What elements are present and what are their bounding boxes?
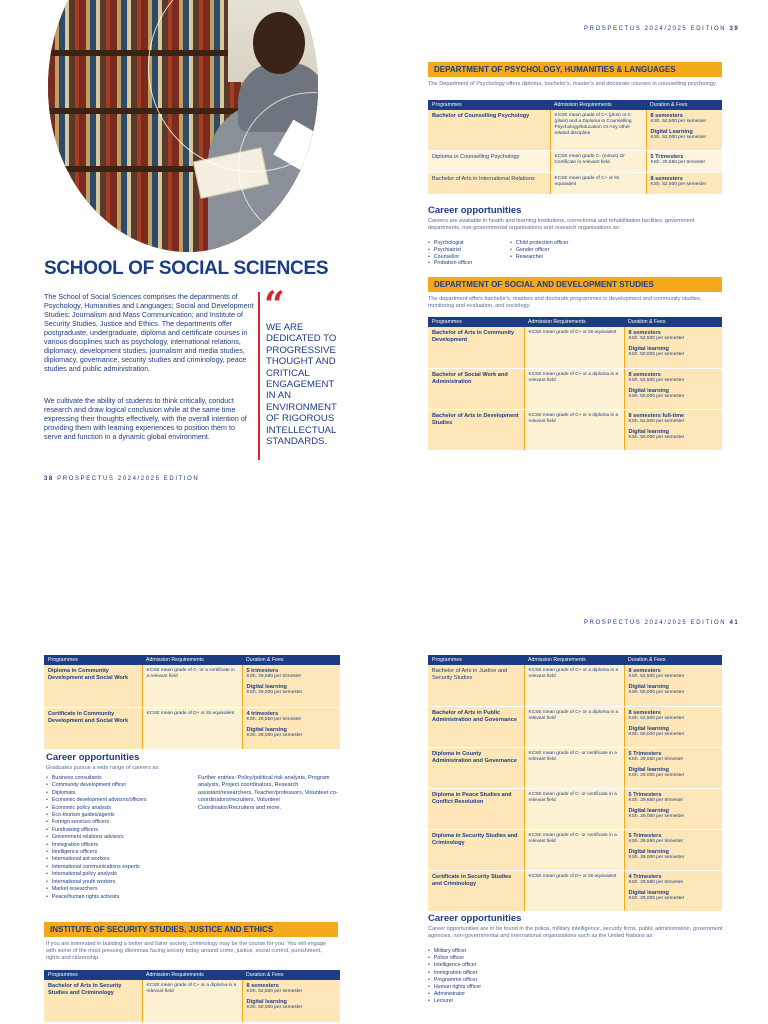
- career-list: [428, 948, 588, 1006]
- admission-req: KCSE mean grade of C- or a certificate in a relevant field: [142, 665, 242, 707]
- programme-name: Diploma in County Administration and Governance: [428, 747, 524, 788]
- col-header: Admission Requirements: [142, 655, 242, 665]
- page-number: 41: [729, 620, 740, 626]
- col-header: Admission Requirements: [524, 317, 624, 327]
- col-header: Admission Requirements: [524, 655, 624, 665]
- table-row: [428, 172, 722, 194]
- quote-divider: [258, 292, 260, 460]
- school-intro-paragraph: The School of Social Sciences comprises the departments of Psychology, Humanities and Languages; Social and Development Studies; Journalism and Mass Communication; and Institute of Security Studies, Justice and Ethics. The departments offer postgraduate, undergraduate, diploma and certificate courses in various disciplines such as psychology, international relations, diplomacy, development studies, journalism and media studies, diplomacy, governance, security studies and criminology, peace studies and public administration.: [44, 292, 254, 373]
- list-item: • Government relations advisors: [46, 834, 196, 841]
- programme-name: Bachelor of Arts in International Relations: [428, 172, 550, 194]
- career-heading: Career opportunities: [428, 913, 522, 924]
- table-row: [428, 788, 722, 829]
- table-row: [428, 706, 722, 747]
- table-row: [428, 110, 722, 150]
- list-item: • International youth workers: [46, 879, 196, 886]
- career-intro: Careers are available in health and learning institutions, correctional and rehabilitation facilities, government departments, non-governmental organisations and research organisations as:: [428, 218, 695, 231]
- col-header: Duration & Fees: [646, 100, 722, 110]
- career-intro: Graduates pursue a wide range of careers as:: [46, 765, 160, 771]
- admission-req: KCSE mean grade of C- or certificate in a relevant field: [524, 788, 624, 829]
- duration-fees: 8 semesters KSh. 52,500 per semester Digital learning KSh. 50,000 per semester: [624, 706, 722, 747]
- pull-quote: WE ARE DEDICATED TO PROGRESSIVE THOUGHT AND CRITICAL ENGAGEMENT IN AN ENVIRONMENT OF RIGOROUS INTELLECTUAL STANDARDS.: [266, 322, 337, 448]
- table-row: [428, 870, 722, 911]
- page-38: [0, 0, 384, 512]
- programmes-table-community: [44, 655, 340, 750]
- list-item: • Fundraising officers: [46, 827, 196, 834]
- list-item: • Administrator: [428, 991, 588, 998]
- programme-name: Bachelor of Arts in Public Administration and Governance: [428, 706, 524, 747]
- dept-intro-psychology: The Department of Psychology offers diploma, bachelor's, master's and doctorate courses in counselling psychology.: [428, 81, 717, 87]
- programme-name: Certificate in Community Development and Social Work: [44, 707, 142, 749]
- programmes-table-security: [428, 655, 722, 912]
- dept-intro-institute: If you are interested in building a better and fairer society, criminology may be the course for you. You will engage with some of the most pressing dilemmas facing society today around crime, justice, social control, punishment, rights and citizenship.: [46, 941, 327, 961]
- duration-fees: 8 semesters KSh. 52,500 per semester Digital learning KSh. 50,000 per semester: [242, 980, 340, 1022]
- list-item: • Economic policy analysts: [46, 805, 196, 812]
- table-row: [428, 327, 722, 368]
- programme-name: Certificate in Security Studies and Criminology: [428, 870, 524, 911]
- list-item: • International policy analysts: [46, 871, 196, 878]
- admission-req: KCSE mean grade C- (minus) Or Certificate in relevant field: [550, 150, 646, 172]
- admission-req: KCSE mean grade of C+ or a diploma in a relevant field: [524, 409, 624, 450]
- dept-heading-social: DEPARTMENT OF SOCIAL AND DEVELOPMENT STUDIES: [428, 277, 722, 292]
- list-item: • Lecturer: [428, 998, 588, 1005]
- col-header: Duration & Fees: [624, 655, 722, 665]
- programme-name: Bachelor of Arts in Security Studies and Criminology: [44, 980, 142, 1022]
- programme-name: Diploma in Counselling Psychology: [428, 150, 550, 172]
- dept-intro-social: The department offers bachelor's, masters and doctorate programmes in development and community studies, monitoring and evaluation, and sociology.: [428, 296, 702, 309]
- list-item: • Probation officer: [428, 260, 508, 267]
- col-header: Admission Requirements: [550, 100, 646, 110]
- duration-fees: 5 Trimesters KSh. 29,550 per trimester Digital learning KSh. 29,000 per semester: [624, 829, 722, 870]
- table-row: [44, 980, 340, 1022]
- programme-name: Diploma in Security Studies and Criminology: [428, 829, 524, 870]
- career-intro: Career opportunities are to be found in the police, military intelligence, security firms, public administration, government agencies, non-governmental and international organisations such as the United Nations as:: [428, 926, 723, 939]
- list-item: • Business consultants: [46, 775, 196, 782]
- programme-name: Diploma in Peace Studies and Conflict Resolution: [428, 788, 524, 829]
- table-row: [428, 747, 722, 788]
- duration-fees: 4 trimesters KSh. 29,550 per trimester Digital learning KSh. 29,000 per semester: [242, 707, 340, 749]
- admission-req: KCSE mean grade of C- or certificate in a relevant field: [524, 747, 624, 788]
- list-item: • Eco-tourism guides/agents: [46, 812, 196, 819]
- table-row: [44, 665, 340, 707]
- list-item: • International aid workers: [46, 856, 196, 863]
- edition-label: PROSPECTUS 2024/2025 EDITION: [584, 26, 727, 32]
- dept-heading-psychology: DEPARTMENT OF PSYCHOLOGY, HUMANITIES & LANGUAGES: [428, 62, 722, 77]
- list-item: • Child protection officer: [510, 240, 630, 247]
- table-row: [428, 409, 722, 450]
- dept-heading-institute: INSTITUTE OF SECURITY STUDIES, JUSTICE AND ETHICS: [44, 922, 338, 937]
- career-list-col1: [428, 240, 508, 267]
- list-item: • Market researchers: [46, 886, 196, 893]
- table-row: [428, 150, 722, 172]
- admission-req: KCSE mean grade of C+ or a diploma in a relevant field: [524, 706, 624, 747]
- duration-fees: 5 Trimesters KSh. 29,550 per trimester Digital learning KSh. 29,000 per semester: [624, 747, 722, 788]
- duration-fees: 5 trimesters KSh. 29,550 per trimester Digital learning KSh. 29,000 per semester: [242, 665, 340, 707]
- duration-fees: 4 Trimesters KSh. 29,550 per trimester Digital learning KSh. 29,000 per semester: [624, 870, 722, 911]
- page-title: SCHOOL OF SOCIAL SCIENCES: [44, 258, 329, 279]
- list-item: • Foreign services officers: [46, 819, 196, 826]
- running-header: [584, 620, 739, 626]
- duration-fees: 8 semesters KSh. 52,500 per semester Digital learning KSh. 50,000 per semester: [624, 327, 722, 368]
- page-number: 38: [44, 476, 54, 482]
- career-heading: Career opportunities: [46, 752, 140, 763]
- school-intro-paragraph-2: We cultivate the ability of students to think critically, conduct research and draw logical conclusion while at the same time expressing their thoughts effectively, with the overall intention of providing them with learning experiences to position them to serve and function in a dynamic global environment.: [44, 396, 247, 441]
- list-item: • International communications experts: [46, 864, 196, 871]
- list-item: • Immigration officer: [428, 970, 588, 977]
- programmes-table-psychology: [428, 100, 722, 195]
- page-40: [0, 512, 384, 1024]
- table-row: [428, 665, 722, 706]
- admission-req: KCSE mean grade of C+ or its equivalent: [524, 327, 624, 368]
- list-item: • Economic development advisors/officers: [46, 797, 196, 804]
- list-item: • Military officer: [428, 948, 588, 955]
- col-header: Programmes: [428, 317, 524, 327]
- list-item: • Programme officer: [428, 977, 588, 984]
- programme-name: Bachelor of Arts in Community Development: [428, 327, 524, 368]
- page-number: 39: [729, 26, 740, 32]
- list-item: • Peace/human rights activists: [46, 894, 196, 901]
- programme-name: Bachelor of Counselling Psychology: [428, 110, 550, 150]
- col-header: Duration & Fees: [624, 317, 722, 327]
- admission-req: KCSE mean grade of C+ or a diploma in a relevant field: [524, 665, 624, 706]
- page-41: [384, 512, 768, 1024]
- programmes-table-institute: [44, 970, 340, 1023]
- admission-req: KCSE mean grade of C+ (plus) or C (plain) and a Diploma in Counselling Psychology/Education Or Any other related discipline: [550, 110, 646, 150]
- duration-fees: 8 semesters KSh. 52,500 per semester Digital learning KSh. 50,000 per semester: [624, 665, 722, 706]
- table-row: [428, 829, 722, 870]
- duration-fees: 8 semesters KSh. 52,500 per semester Digital Learning KSh. 52,000 per semester: [646, 110, 722, 150]
- list-item: • Community development officer: [46, 782, 196, 789]
- duration-fees: 8 semesters KSh. 52,500 per semester Digital learning KSh. 50,000 per semester: [624, 368, 722, 409]
- col-header: Duration & Fees: [242, 655, 340, 665]
- programmes-table-social: [428, 317, 722, 451]
- student-reading-photo: [48, 0, 318, 252]
- edition-label: PROSPECTUS 2024/2025 EDITION: [57, 476, 200, 482]
- table-row: [44, 707, 340, 749]
- programme-name: Bachelor of Arts in Development Studies: [428, 409, 524, 450]
- page-39: [384, 0, 768, 512]
- career-heading: Career opportunities: [428, 205, 522, 216]
- duration-fees: 8 semesters full-time KSh. 52,500 per semester Digital learning KSh. 50,000 per semester: [624, 409, 722, 450]
- duration-fees: 5 Trimesters KSh. 29,550 per trimester Digital learning KSh. 29,000 per semester: [624, 788, 722, 829]
- col-header: Programmes: [44, 970, 142, 980]
- admission-req: KCSE mean grade of D+ or its equivalent: [524, 870, 624, 911]
- quote-mark-icon: “: [264, 284, 285, 326]
- list-item: • Researcher: [510, 254, 630, 261]
- running-header: [584, 26, 739, 32]
- list-item: • Intelligence officers: [46, 849, 196, 856]
- career-list-col2-summary: Further entries: Policy/political risk analysts, Program analysts, Project coordinators, Research assistant/researchers, Teacher/professors, Volunteer co-coordinators/recruiters, Volunteer Coordinator/Recruiters and more.: [198, 775, 338, 811]
- col-header: Programmes: [428, 100, 550, 110]
- list-item: • Police officer: [428, 955, 588, 962]
- list-item: • Intelligence officer: [428, 962, 588, 969]
- running-footer: [44, 476, 199, 482]
- admission-req: KCSE mean grade of C+ or a diploma in a relevant field: [524, 368, 624, 409]
- career-list-col1: [46, 775, 196, 901]
- list-item: • Gender officer: [510, 247, 630, 254]
- col-header: Duration & Fees: [242, 970, 340, 980]
- list-item: • Diplomats: [46, 790, 196, 797]
- col-header: Admission Requirements: [142, 970, 242, 980]
- duration-fees: 8 semesters KSh. 52,500 per semester: [646, 172, 722, 194]
- col-header: Programmes: [44, 655, 142, 665]
- list-item: • Psychiatrist: [428, 247, 508, 254]
- admission-req: KCSE mean grade of C+ or a diploma in a relevant field: [142, 980, 242, 1022]
- table-row: [428, 368, 722, 409]
- programme-name: Bachelor of Social Work and Administration: [428, 368, 524, 409]
- duration-fees: 5 Trimesters KSh. 29,550 per trimester: [646, 150, 722, 172]
- programme-name: Diploma in Community Development and Social Work: [44, 665, 142, 707]
- admission-req: KCSE mean grade of C+ or its equivalent: [550, 172, 646, 194]
- edition-label: PROSPECTUS 2024/2025 EDITION: [584, 620, 727, 626]
- col-header: Programmes: [428, 655, 524, 665]
- list-item: • Human rights officer: [428, 984, 588, 991]
- programme-name: Bachelor of Arts in Justice and Security Studies: [428, 665, 524, 706]
- list-item: • Counsellor: [428, 254, 508, 261]
- admission-req: KCSE mean grade of C- or certificate in a relevant field: [524, 829, 624, 870]
- list-item: • Immigration officers: [46, 842, 196, 849]
- admission-req: KCSE mean grade of D+ or its equivalent: [142, 707, 242, 749]
- list-item: • Psychologist: [428, 240, 508, 247]
- career-list-col2: [510, 240, 630, 260]
